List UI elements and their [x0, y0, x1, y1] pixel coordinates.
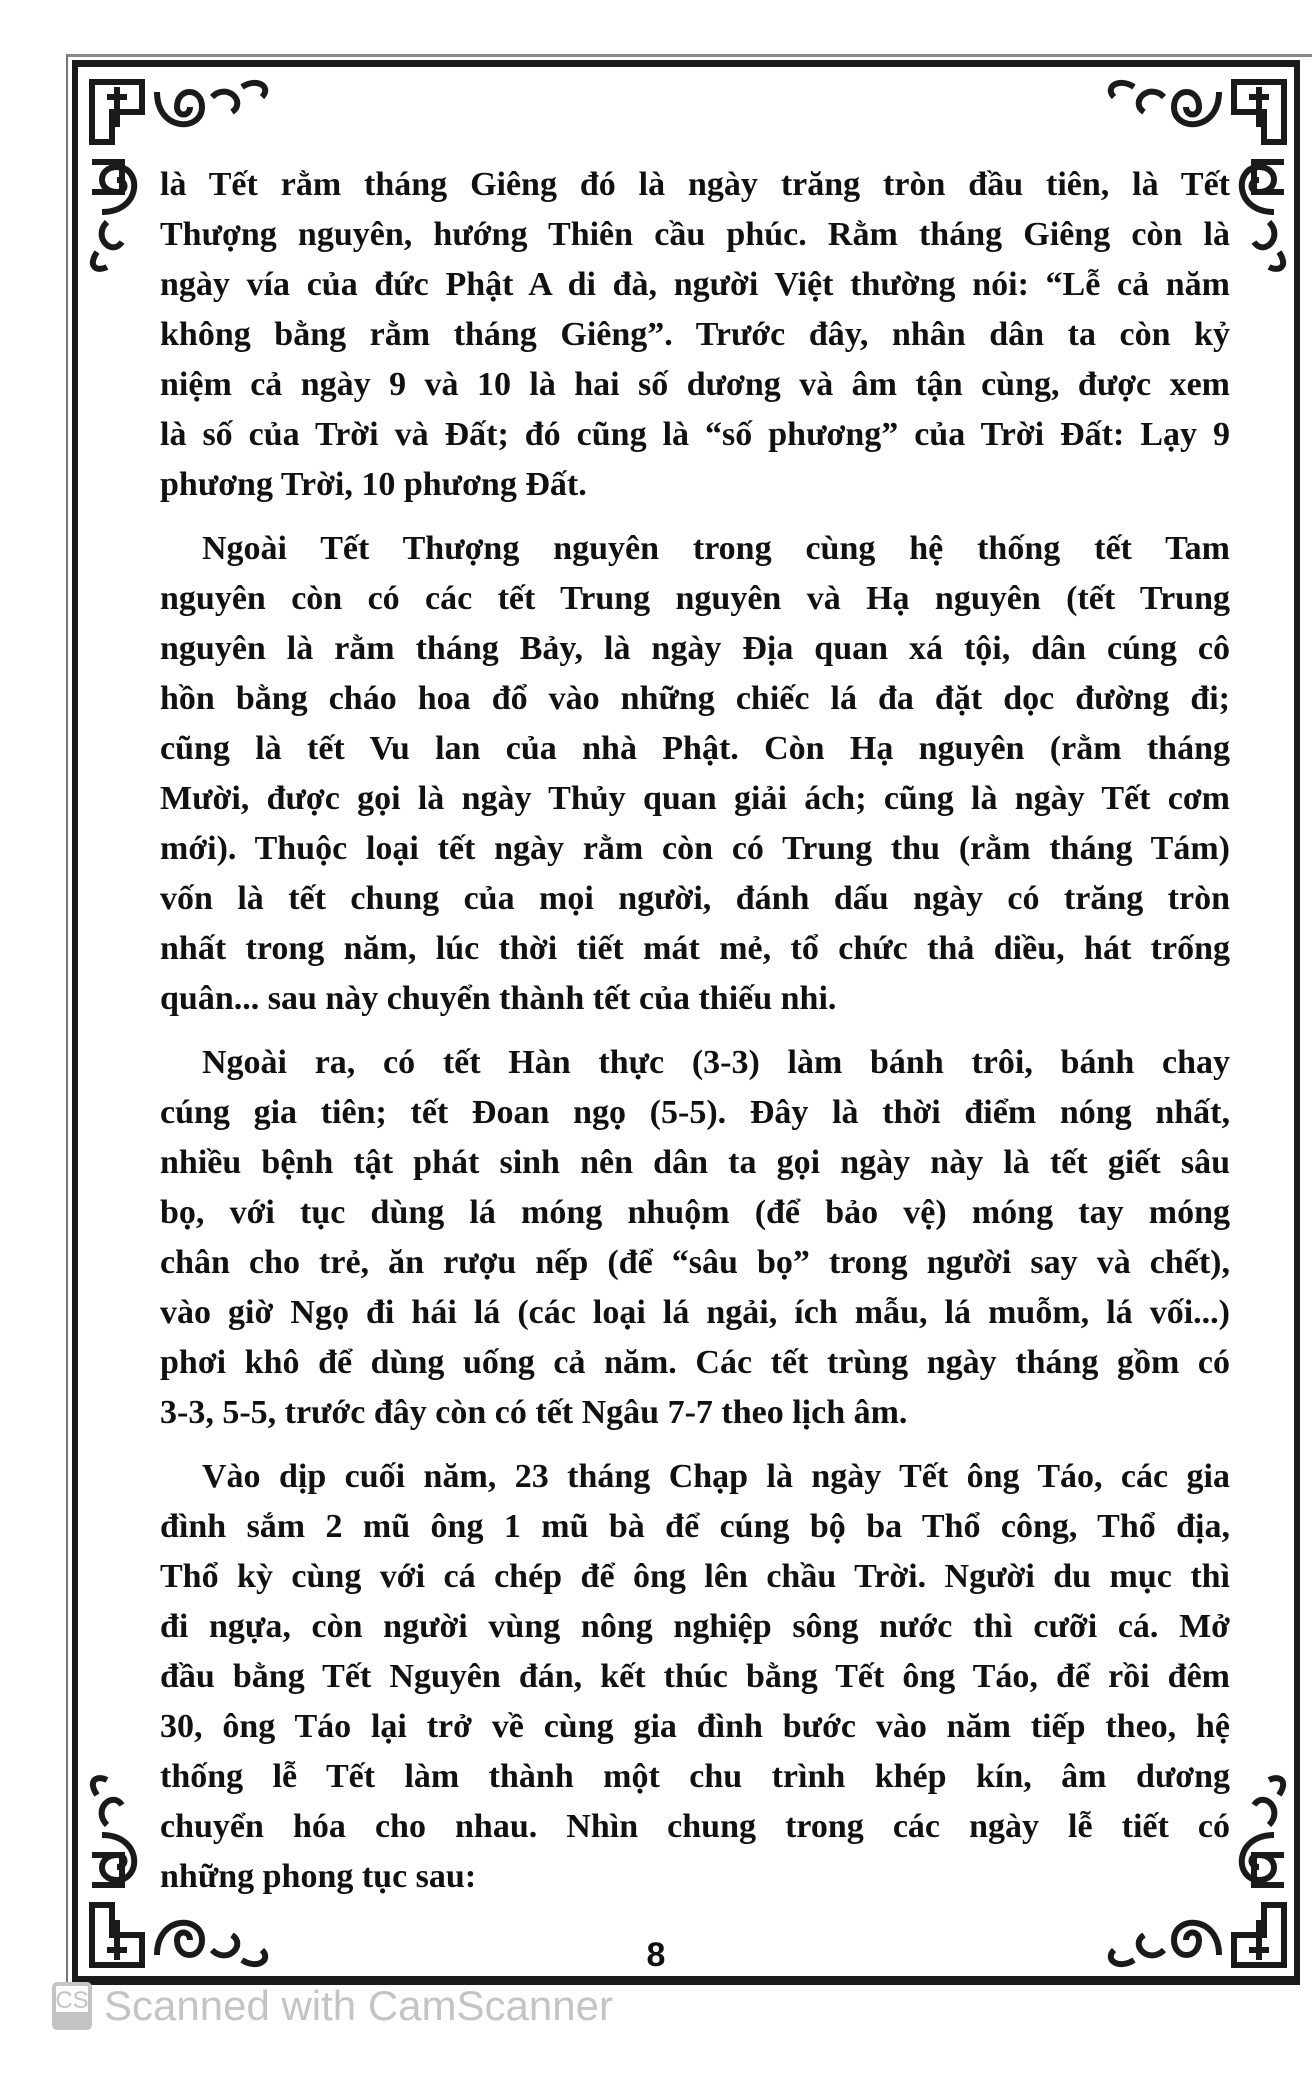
text-line: không bằng rằm tháng Giêng”. Trước đây, nhân dân ta còn kỷ: [160, 316, 1230, 353]
text-line: cũng là tết Vu lan của nhà Phật. Còn Hạ nguyên (rằm tháng: [160, 730, 1230, 767]
text-line: 30, ông Táo lại trở về cùng gia đình bước vào năm tiếp theo, hệ: [160, 1708, 1230, 1745]
text-line: nhiều bệnh tật phát sinh nên dân ta gọi ngày này là tết giết sâu: [160, 1144, 1230, 1181]
watermark-text: Scanned with CamScanner: [104, 1982, 613, 2029]
text-line: quân... sau này chuyển thành tết của thiếu nhi.: [160, 980, 837, 1017]
text-line: đình sắm 2 mũ ông 1 mũ bà để cúng bộ ba Thổ công, Thổ địa,: [160, 1508, 1230, 1545]
text-line: Ngoài Tết Thượng nguyên trong cùng hệ thống tết Tam: [202, 530, 1230, 567]
text-line: nguyên còn có các tết Trung nguyên và Hạ nguyên (tết Trung: [160, 580, 1230, 617]
text-line: cúng gia tiên; tết Đoan ngọ (5-5). Đây là thời điểm nóng nhất,: [160, 1094, 1230, 1131]
page-number: 8: [646, 1936, 666, 1974]
paragraph: [160, 160, 1230, 510]
text-line: Thượng nguyên, hướng Thiên cầu phúc. Rằm tháng Giêng còn là: [160, 216, 1230, 253]
camscanner-logo-icon: CS: [52, 1982, 92, 2030]
text-line: vào giờ Ngọ đi hái lá (các loại lá ngải, ích mẫu, lá muỗm, lá vối...): [160, 1294, 1230, 1331]
paragraph: [160, 1038, 1230, 1438]
camscanner-watermark: [52, 1982, 613, 2030]
text-line: hồn bằng cháo hoa đổ vào những chiếc lá đa đặt dọc đường đi;: [160, 680, 1230, 717]
text-line: đầu bằng Tết Nguyên đán, kết thúc bằng Tết ông Táo, để rồi đêm: [160, 1658, 1230, 1695]
text-line: Ngoài ra, có tết Hàn thực (3-3) làm bánh trôi, bánh chay: [202, 1044, 1230, 1081]
text-line: ngày vía của đức Phật A di đà, người Việt thường nói: “Lễ cả năm: [160, 266, 1230, 303]
page-body-text: [160, 160, 1230, 1916]
text-line: những phong tục sau:: [160, 1858, 477, 1895]
text-line: 3-3, 5-5, trước đây còn có tết Ngâu 7-7 theo lịch âm.: [160, 1394, 908, 1431]
text-line: đi ngựa, còn người vùng nông nghiệp sông nước thì cưỡi cá. Mở: [160, 1608, 1230, 1645]
text-line: bọ, với tục dùng lá móng nhuộm (để bảo vệ) móng tay móng: [160, 1194, 1230, 1231]
text-line: vốn là tết chung của mọi người, đánh dấu ngày có trăng tròn: [160, 880, 1230, 917]
text-line: mới). Thuộc loại tết ngày rằm còn có Trung thu (rằm tháng Tám): [160, 830, 1230, 867]
text-line: Thổ kỳ cùng với cá chép để ông lên chầu Trời. Người du mục thì: [160, 1558, 1230, 1595]
text-line: Vào dịp cuối năm, 23 tháng Chạp là ngày Tết ông Táo, các gia: [202, 1458, 1230, 1495]
paragraph: [160, 524, 1230, 1024]
text-line: nhất trong năm, lúc thời tiết mát mẻ, tổ chức thả diều, hát trống: [160, 930, 1230, 967]
paragraph: [160, 1452, 1230, 1902]
text-line: nguyên là rằm tháng Bảy, là ngày Địa quan xá tội, dân cúng cô: [160, 630, 1230, 667]
text-line: Mười, được gọi là ngày Thủy quan giải ách; cũng là ngày Tết cơm: [160, 780, 1230, 817]
text-line: niệm cả ngày 9 và 10 là hai số dương và âm tận cùng, được xem: [160, 366, 1230, 403]
text-line: là Tết rằm tháng Giêng đó là ngày trăng tròn đầu tiên, là Tết: [160, 166, 1230, 203]
text-line: thống lễ Tết làm thành một chu trình khép kín, âm dương: [160, 1758, 1230, 1795]
text-line: chân cho trẻ, ăn rượu nếp (để “sâu bọ” trong người say và chết),: [160, 1244, 1230, 1281]
text-line: là số của Trời và Đất; đó cũng là “số phương” của Trời Đất: Lạy 9: [160, 416, 1230, 453]
text-line: phương Trời, 10 phương Đất.: [160, 466, 587, 503]
text-line: phơi khô để dùng uống cả năm. Các tết trùng ngày tháng gồm có: [160, 1344, 1230, 1381]
text-line: chuyển hóa cho nhau. Nhìn chung trong các ngày lễ tiết có: [160, 1808, 1230, 1845]
